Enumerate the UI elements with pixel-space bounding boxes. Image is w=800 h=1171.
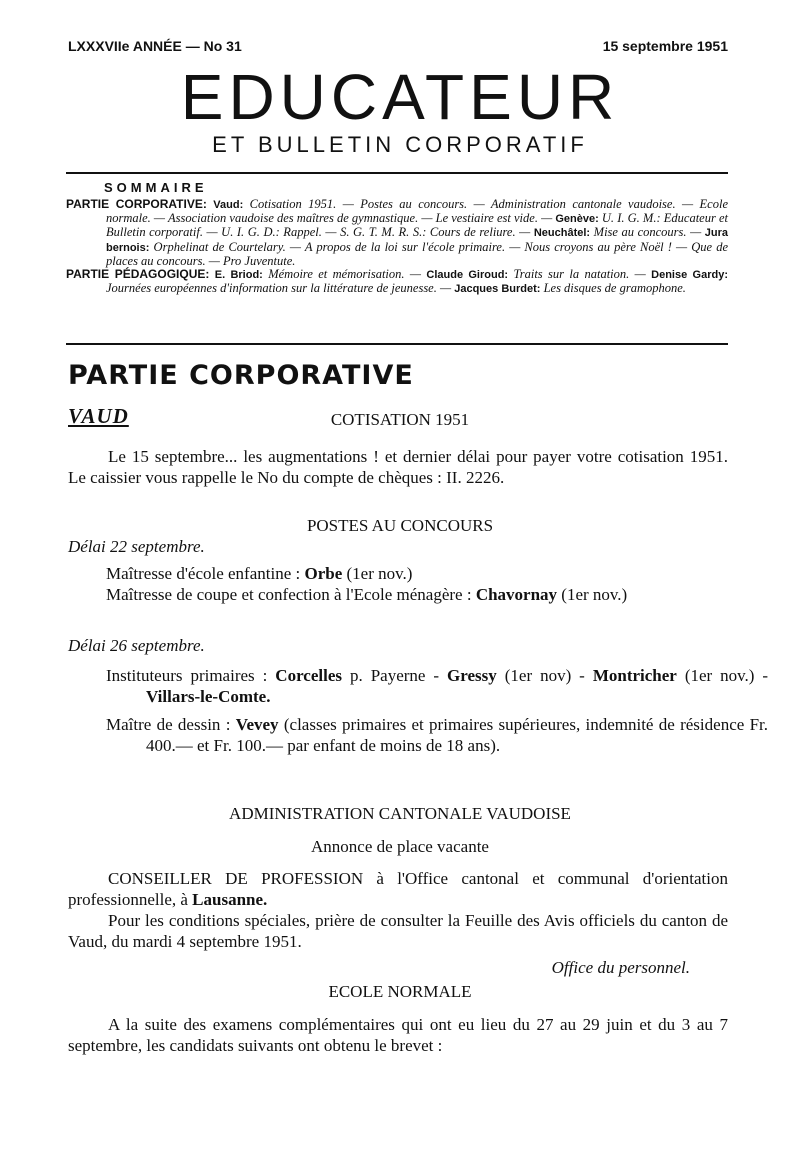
conseiller-intro: CONSEILLER DE PROFESSION à l'Office cantonal et communal d'orientation professionnelle, à <box>68 869 728 909</box>
sommaire-vaud-items: Cotisation 1951. — Postes au concours. — Administration cantonale vaudoise. — Ecole normale. — Association vaudoise des maîtres de gymnastique. — Le vestiaire est vide. — <box>106 197 729 226</box>
masthead-subtitle: ET BULLETIN CORPORATIF <box>212 132 588 157</box>
conseiller-paragraph <box>68 868 728 952</box>
poste-chavornay-date: (1er nov.) <box>561 585 628 604</box>
sommaire-neuchatel-items: Mise au concours. — <box>593 225 702 240</box>
annonce-heading: Annonce de place vacante <box>311 837 489 856</box>
poste-montricher-note: (1er nov.) - <box>684 666 769 685</box>
postes-heading: POSTES AU CONCOURS <box>306 516 494 535</box>
sommaire-geneve-label: Genève: <box>555 213 599 226</box>
poste-vevey: Vevey <box>235 715 279 734</box>
issue-number: LXXXVIIe ANNÉE — No 31 <box>68 38 242 54</box>
poste-villars: Villars-le-Comte. <box>146 687 271 706</box>
sommaire-neuchatel-label: Neuchâtel: <box>533 227 591 240</box>
poste-corcelles-note: p. Payerne - <box>349 666 440 685</box>
sommaire-divider <box>66 343 728 345</box>
poste-instituteurs-text: Instituteurs primaires : <box>106 666 268 685</box>
poste-corcelles: Corcelles <box>275 666 343 685</box>
signature: Office du personnel. <box>551 958 690 977</box>
header-divider <box>66 172 728 174</box>
section-title: PARTIE CORPORATIVE <box>68 360 414 391</box>
ecole-paragraph <box>68 1014 728 1056</box>
poste-orbe-date: (1er nov.) <box>346 564 413 583</box>
article-burdet: Les disques de gramophone. <box>543 281 686 296</box>
cotisation-text: Le 15 septembre... les augmentations ! et dernier délai pour payer votre cotisation 1951. Le caissier vous rappelle le No du compte de chèques : II. 2226. <box>68 447 728 487</box>
sommaire-geneve-items: U. I. G. M.: Educateur et Bulletin corporatif. — U. I. G. D.: Rappel. — S. G. T. M. R. S.: Cours de reliure. — <box>106 211 728 240</box>
poste-orbe-place: Orbe <box>304 564 343 583</box>
poste-item-dessin <box>106 714 768 756</box>
author-burdet: Jacques Burdet: <box>454 283 541 296</box>
cotisation-heading: COTISATION 1951 <box>330 410 470 429</box>
conditions-text: Pour les conditions spéciales, prière de consulter la Feuille des Avis officiels du canton de Vaud, du mardi 4 septembre 1951. <box>68 911 728 951</box>
poste-item-instituteurs <box>106 665 768 707</box>
sommaire-jura-items: Orphelinat de Courtelary. — A propos de la loi sur l'école primaire. — Nous croyons au père Noël ! — Que de places au concours. — Pro Juventute. <box>106 239 729 268</box>
article-briod: Mémoire et mémorisation. — <box>268 267 422 282</box>
poste-montricher: Montricher <box>592 666 677 685</box>
conseiller-text <box>68 868 728 910</box>
delai-22: Délai 22 septembre. <box>68 537 205 556</box>
poste-item-orbe <box>106 563 768 584</box>
article-giroud: Traits sur la natation. — <box>513 267 646 282</box>
sommaire-corporative-label: PARTIE CORPORATIVE: <box>66 197 207 211</box>
ecole-text: A la suite des examens complémentaires qui ont eu lieu du 27 au 29 juin et du 3 au 7 septembre, les candidats suivants ont obtenu le brevet : <box>68 1015 728 1055</box>
conseiller-place: Lausanne. <box>192 890 268 909</box>
sommaire-corporative <box>66 198 728 268</box>
poste-dessin-text: Maître de dessin : <box>106 715 231 734</box>
poste-orbe-text: Maîtresse d'école enfantine : <box>106 564 301 583</box>
sommaire-pedagogique-label: PARTIE PÉDAGOGIQUE: <box>66 267 210 282</box>
poste-chavornay-text: Maîtresse de coupe et confection à l'Ecole ménagère : <box>106 585 472 604</box>
cotisation-paragraph <box>68 446 728 488</box>
delai-26: Délai 26 septembre. <box>68 636 205 655</box>
author-briod: E. Briod: <box>214 269 263 282</box>
poste-dessin-details: (classes primaires et primaires supérieures, indemnité de résidence Fr. 400.— et Fr. 100.— par enfant de moins de 18 ans). <box>146 715 769 755</box>
author-giroud: Claude Giroud: <box>426 269 509 282</box>
author-gardy: Denise Gardy: <box>651 269 728 282</box>
masthead-title: EDUCATEUR <box>180 61 620 133</box>
article-gardy: Journées européennes d'information sur la littérature de jeunesse. — <box>106 281 452 296</box>
sommaire-vaud-label: Vaud: <box>213 199 244 211</box>
poste-item-chavornay <box>106 584 768 605</box>
ecole-heading: ECOLE NORMALE <box>328 982 472 1001</box>
sommaire-title: SOMMAIRE <box>104 180 208 195</box>
issue-date: 15 septembre 1951 <box>602 38 728 54</box>
region-heading: VAUD <box>68 404 129 428</box>
poste-gressy: Gressy <box>447 666 497 685</box>
sommaire-jura-label: Jura bernois: <box>106 227 728 254</box>
sommaire-block <box>66 198 728 296</box>
sommaire-pedagogique <box>66 268 728 296</box>
poste-chavornay-place: Chavornay <box>475 585 558 604</box>
poste-gressy-note: (1er nov) - <box>504 666 585 685</box>
admin-heading: ADMINISTRATION CANTONALE VAUDOISE <box>229 804 571 823</box>
